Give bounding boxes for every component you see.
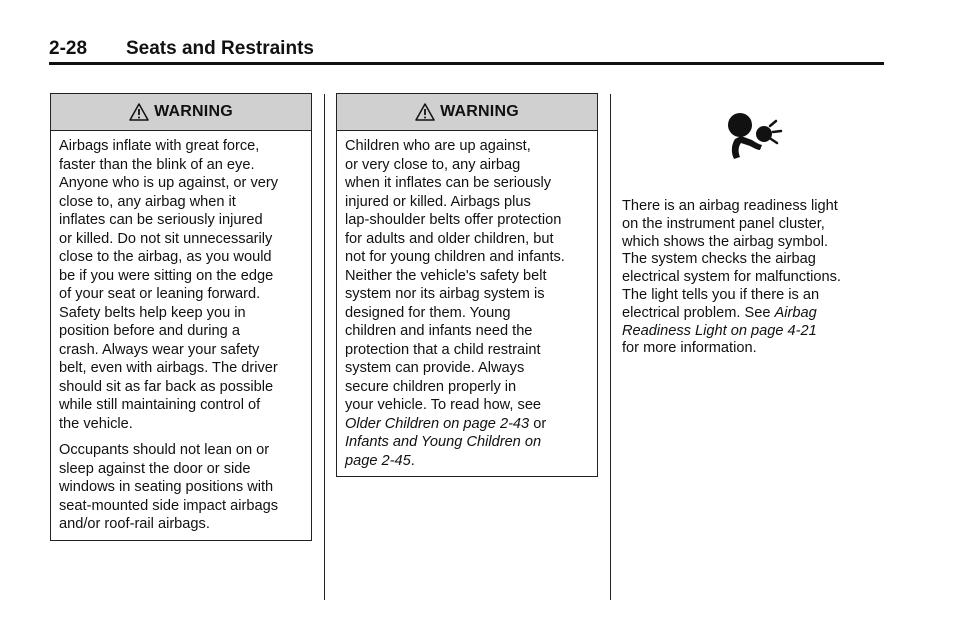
warning-body xyxy=(337,131,597,470)
airbag-readiness-text xyxy=(622,198,882,358)
warning-triangle-icon xyxy=(415,103,435,121)
link-older-children[interactable]: Older Children on page 2-43 xyxy=(345,415,530,432)
warning-paragraph xyxy=(345,137,589,470)
warning-triangle-icon xyxy=(129,103,149,121)
link-airbag-readiness-light[interactable]: Airbag Readiness Light on page 4-21 xyxy=(622,304,817,339)
warning-paragraph-2: Occupants should not lean on or sleep against the door or side windows in seating positions with seat-mounted side impact airbags and/or roof-rail airbags. xyxy=(59,442,279,532)
page-number: 2-28 xyxy=(49,38,88,59)
section-title: Seats and Restraints xyxy=(126,38,314,59)
warning-header xyxy=(337,94,597,131)
page-header xyxy=(49,38,883,60)
warning-header xyxy=(51,94,311,131)
column-divider-1 xyxy=(324,94,325,600)
end-punctuation: . xyxy=(410,452,415,469)
connector-text: or xyxy=(529,415,547,432)
header-rule xyxy=(49,62,884,65)
warning-title: WARNING xyxy=(440,103,519,120)
warning-title: WARNING xyxy=(154,103,233,120)
warning-box-airbag-force xyxy=(50,93,312,541)
column-divider-2 xyxy=(610,94,611,600)
warning-box-children xyxy=(336,93,598,477)
airbag-info-end: for more information. xyxy=(622,340,757,357)
warning-body xyxy=(51,131,311,534)
warning-paragraph-1: Airbags inflate with great force, faster than the blink of an eye. Anyone who is up against, or very close to, any airbag when it inflates can be seriously injured or killed. Do not sit unnecessarily close to the airbag, as you would be if you were sitting on the edge of your seat or leaning forward. Safety belts help keep you in position before and during a crash. Always wear your safety belt, even with airbags. The driver should sit as far back as possible while still maintaining control of the vehicle. xyxy=(59,138,279,432)
link-infants-young-children[interactable]: Infants and Young Children on page 2-45 xyxy=(345,434,542,469)
airbag-info-text: There is an airbag readiness light on the instrument panel cluster, which shows the airbag symbol. The system checks the airbag electrical system for malfunctions. The light tells you if there is an electrical problem. See xyxy=(622,198,841,321)
airbag-readiness-icon xyxy=(726,112,784,162)
warning-text: Children who are up against, or very close to, any airbag when it inflates can be seriously injured or killed. Airbags plus lap-shoulder belts offer protection for adults and older children, but not for young children and infants. Neither the vehicle's safety belt system nor its airbag system is designed for them. Young children and infants need the protection that a child restraint system can provide. Always secure children properly in your vehicle. To read how, see xyxy=(345,138,565,413)
